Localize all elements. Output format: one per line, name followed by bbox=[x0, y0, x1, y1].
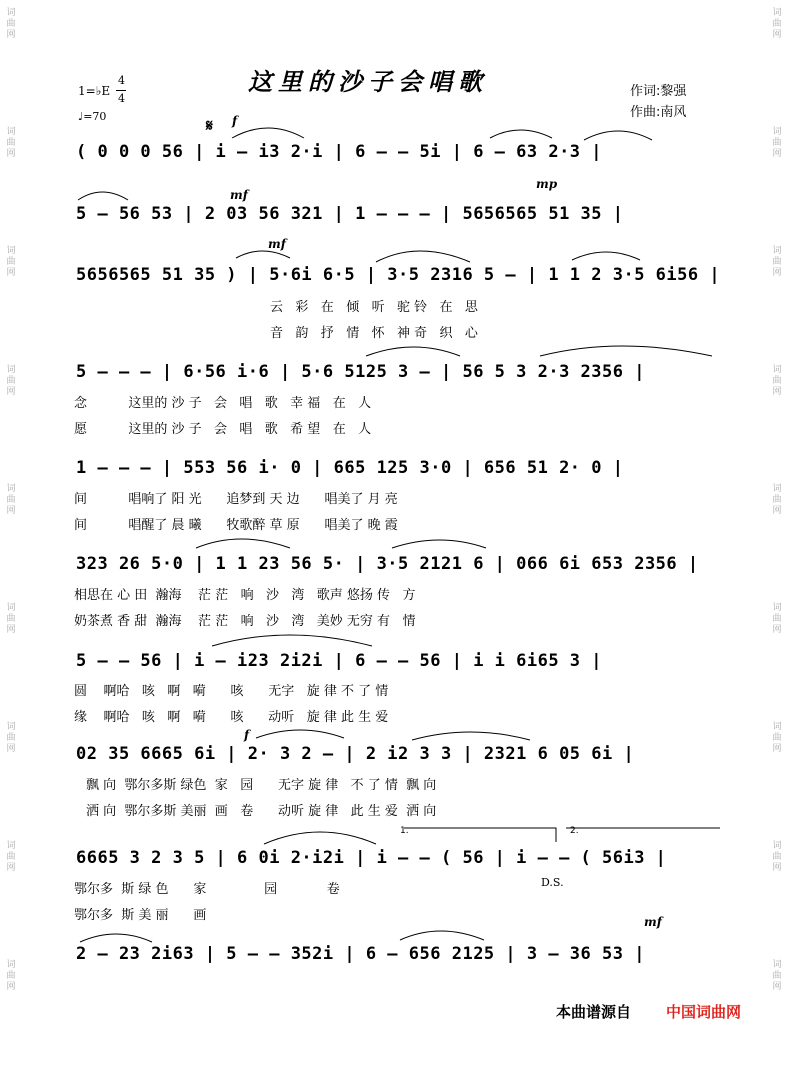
watermark-char: 词 bbox=[6, 841, 16, 851]
watermark-char: 曲 bbox=[6, 138, 16, 148]
tempo-marking: ♩=70 bbox=[78, 110, 107, 123]
segno-icon: 𝄋 bbox=[206, 116, 213, 135]
watermark-char: 网 bbox=[6, 30, 16, 40]
lyrics-row-5-verse-1: 间 唱响了 阳 光 追梦到 天 边 唱美了 月 亮 bbox=[74, 492, 398, 507]
watermark-char: 曲 bbox=[772, 495, 782, 505]
watermark-char: 网 bbox=[6, 506, 16, 516]
time-signature-top: 4 bbox=[118, 74, 125, 87]
watermark-char: 曲 bbox=[6, 971, 16, 981]
dynamic-mf-2: mf bbox=[268, 237, 286, 251]
watermark-char: 词 bbox=[772, 127, 782, 137]
watermark-char: 词 bbox=[772, 841, 782, 851]
watermark-char: 曲 bbox=[6, 257, 16, 267]
footer-source-text: 本曲谱源自 bbox=[556, 1003, 632, 1021]
watermark-char: 曲 bbox=[772, 733, 782, 743]
watermark-char: 词 bbox=[772, 484, 782, 494]
watermark-char: 网 bbox=[772, 387, 782, 397]
dynamic-f-1: f bbox=[232, 114, 238, 128]
watermark-char: 网 bbox=[6, 863, 16, 873]
key-signature: 1=♭E bbox=[78, 84, 111, 98]
watermark-char: 曲 bbox=[6, 376, 16, 386]
watermark-char: 网 bbox=[772, 30, 782, 40]
watermark-char: 词 bbox=[6, 484, 16, 494]
lyrics-row-8-verse-2: 洒 向 鄂尔多斯 美丽 画 卷 动听 旋 律 此 生 爱 洒 向 bbox=[86, 804, 437, 819]
watermark-char: 网 bbox=[6, 625, 16, 635]
watermark-char: 曲 bbox=[772, 614, 782, 624]
watermark-char: 词 bbox=[772, 365, 782, 375]
watermark-char: 词 bbox=[6, 127, 16, 137]
watermark-char: 网 bbox=[6, 149, 16, 159]
watermark-char: 曲 bbox=[772, 257, 782, 267]
notation-row-8: 02 35 6665 6i | 2· 3 2 – | 2 i2 3 3 | 2321 6 05 6i | bbox=[76, 744, 635, 764]
dynamic-mf-3: mf bbox=[644, 915, 662, 929]
notation-row-6: 323 26 5·0 | 1 1 23 56 5· | 3·5 2121 6 | 066 6i 653 2356 | bbox=[76, 554, 699, 574]
watermark-char: 曲 bbox=[6, 852, 16, 862]
notation-row-1: ( 0 0 0 56 | i – i3 2·i | 6 – – 5i | 6 – 63 2·3 | bbox=[76, 142, 603, 162]
lyrics-row-6-verse-1: 相思在 心 田 瀚海 茫 茫 响 沙 湾 歌声 悠扬 传 方 bbox=[74, 588, 416, 603]
watermark-char: 词 bbox=[772, 960, 782, 970]
lyrics-row-9-verse-1: 鄂尔多 斯 绿 色 家 园 卷 bbox=[74, 882, 340, 897]
watermark-char: 曲 bbox=[6, 733, 16, 743]
watermark-char: 曲 bbox=[772, 19, 782, 29]
watermark-char: 网 bbox=[772, 149, 782, 159]
watermark-char: 网 bbox=[6, 387, 16, 397]
watermark-char: 网 bbox=[772, 506, 782, 516]
notation-row-2: 5 – 56 53 | 2 03 56 321 | 1 – – – | 5656565 51 35 | bbox=[76, 204, 624, 224]
watermark-char: 网 bbox=[6, 268, 16, 278]
watermark-char: 曲 bbox=[6, 19, 16, 29]
watermark-char: 网 bbox=[772, 744, 782, 754]
footer-site-link[interactable]: 中国词曲网 bbox=[666, 1003, 742, 1021]
dal-segno-mark: D.S. bbox=[541, 876, 564, 889]
watermark-char: 网 bbox=[772, 863, 782, 873]
watermark-char: 词 bbox=[6, 8, 16, 18]
watermark-char: 曲 bbox=[772, 138, 782, 148]
dynamic-mf-1: mf bbox=[230, 188, 248, 202]
watermark-char: 词 bbox=[6, 722, 16, 732]
watermark-char: 词 bbox=[772, 722, 782, 732]
lyrics-row-7-verse-1: 圆 啊哈 咳 啊 嗬 咳 无字 旋 律 不 了 情 bbox=[74, 684, 389, 699]
watermark-char: 词 bbox=[6, 365, 16, 375]
watermark-char: 网 bbox=[772, 268, 782, 278]
watermark-char: 词 bbox=[772, 8, 782, 18]
notation-row-9: 6665 3 2 3 5 | 6 0i 2·i2i | i – – ( 56 | i – – ( 56i3 | bbox=[76, 848, 667, 868]
watermark-char: 网 bbox=[6, 744, 16, 754]
watermark-char: 词 bbox=[772, 603, 782, 613]
watermark-char: 词 bbox=[772, 246, 782, 256]
dynamic-mp: mp bbox=[536, 177, 558, 191]
lyricist-credit: 作词:黎强 bbox=[630, 84, 687, 99]
watermark-char: 网 bbox=[772, 625, 782, 635]
composer-credit: 作曲:南风 bbox=[630, 105, 687, 120]
notation-row-4: 5 – – – | 6·56 i·6 | 5·6 5125 3 – | 56 5 3 2·3 2356 | bbox=[76, 362, 645, 382]
lyrics-row-4-verse-1: 念 这里的 沙 子 会 唱 歌 幸 福 在 人 bbox=[74, 396, 372, 411]
time-signature-bottom: 4 bbox=[118, 92, 125, 105]
notation-row-7: 5 – – 56 | i – i23 2i2i | 6 – – 56 | i i 6i65 3 | bbox=[76, 651, 603, 671]
lyrics-row-5-verse-2: 间 唱醒了 晨 曦 牧歌醉 草 原 唱美了 晚 霞 bbox=[74, 518, 398, 533]
watermark-char: 词 bbox=[6, 246, 16, 256]
volta-2-label: 2. bbox=[570, 826, 579, 836]
watermark-char: 曲 bbox=[6, 614, 16, 624]
lyrics-row-4-verse-2: 愿 这里的 沙 子 会 唱 歌 希 望 在 人 bbox=[74, 422, 372, 437]
watermark-char: 词 bbox=[6, 603, 16, 613]
watermark-char: 词 bbox=[6, 960, 16, 970]
watermark-char: 网 bbox=[6, 982, 16, 992]
notation-row-10: 2 – 23 2i63 | 5 – – 352i | 6 – 656 2125 | 3 – 36 53 | bbox=[76, 944, 645, 964]
lyrics-row-8-verse-1: 飘 向 鄂尔多斯 绿色 家 园 无字 旋 律 不 了 情 飘 向 bbox=[86, 778, 437, 793]
watermark-char: 曲 bbox=[772, 971, 782, 981]
song-title: 这里的沙子会唱歌 bbox=[248, 67, 488, 96]
lyrics-row-9-verse-2: 鄂尔多 斯 美 丽 画 bbox=[74, 908, 207, 923]
watermark-char: 曲 bbox=[772, 852, 782, 862]
watermark-char: 曲 bbox=[772, 376, 782, 386]
notation-row-5: 1 – – – | 553 56 i· 0 | 665 125 3·0 | 656 51 2· 0 | bbox=[76, 458, 624, 478]
dynamic-f-2: f bbox=[244, 728, 250, 742]
notation-row-3: 5656565 51 35 ) | 5·6i 6·5 | 3·5 2316 5 – | 1 1 2 3·5 6i56 | bbox=[76, 265, 721, 285]
lyrics-row-3-verse-2: 音 韵 抒 情 怀 神 奇 织 心 bbox=[270, 326, 478, 341]
lyrics-row-3-verse-1: 云 彩 在 倾 听 驼 铃 在 思 bbox=[270, 300, 478, 315]
lyrics-row-6-verse-2: 奶茶煮 香 甜 瀚海 茫 茫 响 沙 湾 美妙 无穷 有 情 bbox=[74, 614, 416, 629]
volta-1-label: 1. bbox=[400, 826, 409, 836]
watermark-char: 曲 bbox=[6, 495, 16, 505]
watermark-char: 网 bbox=[772, 982, 782, 992]
lyrics-row-7-verse-2: 缘 啊哈 咳 啊 嗬 咳 动听 旋 律 此 生 爱 bbox=[74, 710, 389, 725]
